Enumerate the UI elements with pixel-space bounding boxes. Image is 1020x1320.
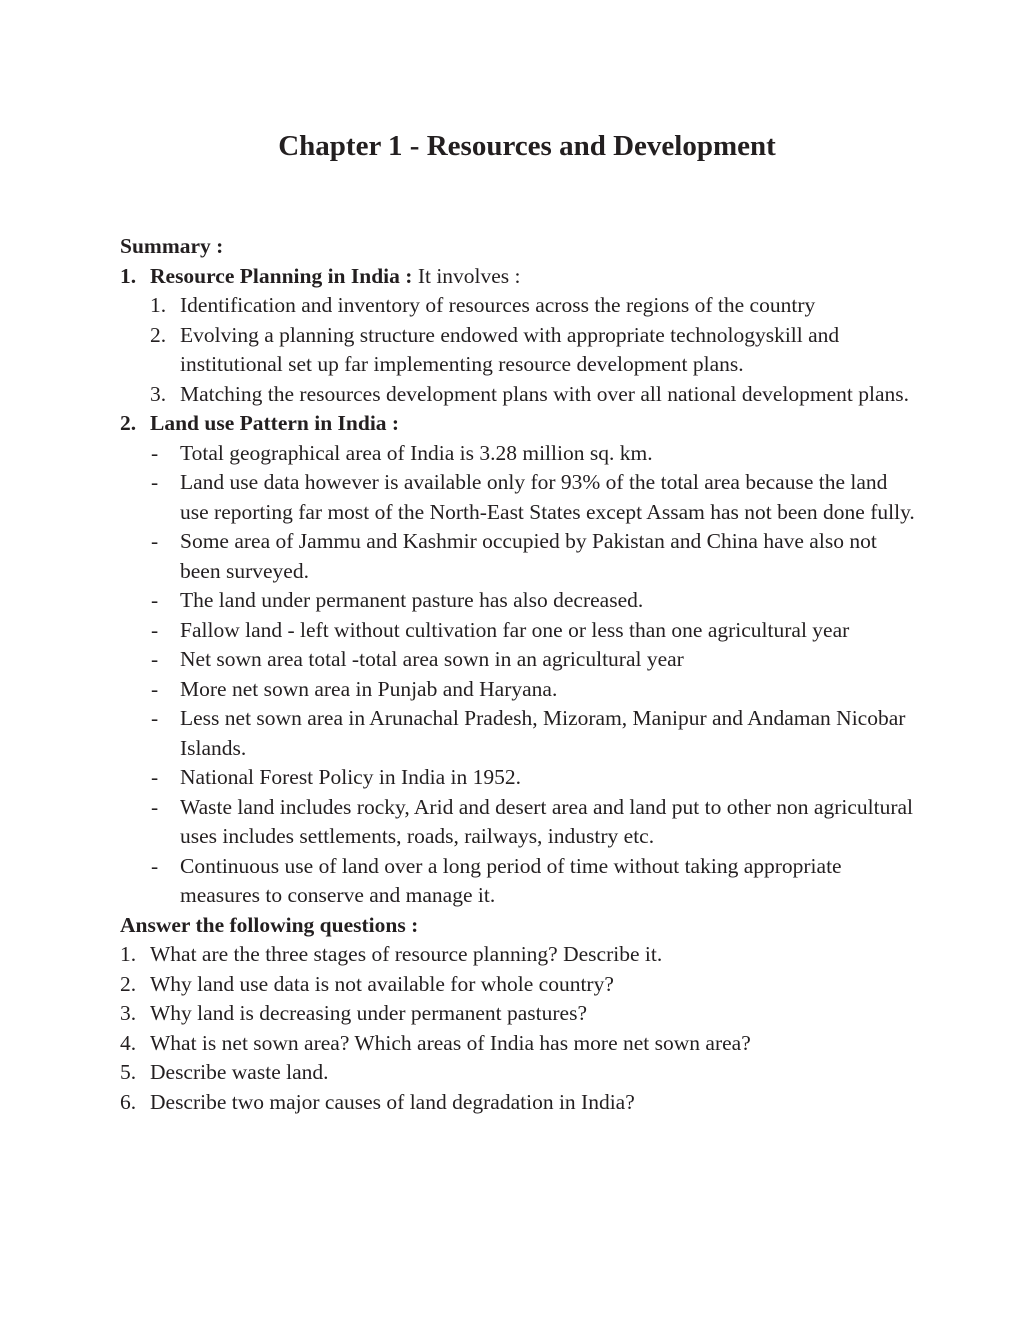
bullet-item	[120, 468, 920, 527]
list-item	[120, 321, 920, 380]
bullet-text: Some area of Jammu and Kashmir occupied by Pakistan and China have also not been surveyed.	[180, 529, 877, 583]
bullet-dash: -	[151, 706, 159, 730]
section-intro: It involves :	[412, 263, 521, 288]
section-land-use-pattern	[120, 409, 920, 439]
question-text: Describe waste land.	[150, 1060, 329, 1084]
question-item	[120, 1029, 920, 1059]
section-heading: Resource Planning in India :	[150, 263, 413, 288]
bullet-text: Total geographical area of India is 3.28 million sq. km.	[180, 440, 653, 465]
bullet-dash: -	[151, 617, 159, 642]
bullet-item	[120, 439, 920, 469]
bullet-text: National Forest Policy in India in 1952.	[180, 765, 521, 789]
document-body	[120, 232, 920, 1117]
list-item-text: Evolving a planning structure endowed with appropriate technologyskill and institutional set up far implementing resource development plans.	[180, 322, 840, 376]
list-item-number: 2.	[150, 322, 167, 347]
section-title-line	[120, 262, 920, 292]
bullet-dash: -	[151, 440, 159, 465]
list-item-text: Matching the resources development plans with over all national development plans.	[180, 381, 910, 406]
question-text: Why land is decreasing under permanent pastures?	[150, 1001, 588, 1025]
list-item-number: 3.	[150, 381, 167, 406]
question-number: 2.	[120, 971, 137, 996]
bullet-dash: -	[151, 765, 159, 789]
section-number: 1.	[120, 263, 137, 288]
section-heading: Land use Pattern in India :	[150, 411, 400, 435]
bullet-dash: -	[151, 588, 159, 612]
bullet-dash: -	[151, 676, 159, 701]
bullet-text: Waste land includes rocky, Arid and desert area and land put to other non agricultural uses includes settlements, roads, railways, industry etc.	[180, 794, 914, 848]
bullet-item	[120, 852, 920, 911]
summary-heading: Summary :	[120, 234, 224, 258]
bullet-item	[120, 645, 920, 675]
question-number: 5.	[120, 1060, 137, 1084]
list-item-number: 1.	[150, 293, 167, 317]
section-resource-planning	[120, 262, 920, 292]
bullet-text: More net sown area in Punjab and Haryana.	[180, 676, 558, 701]
questions-heading: Answer the following questions :	[120, 912, 419, 937]
bullet-item	[120, 586, 920, 616]
question-text: Describe two major causes of land degradation in India?	[150, 1089, 635, 1114]
list-item-text: Identification and inventory of resources across the regions of the country	[180, 293, 816, 317]
bullet-dash: -	[151, 794, 159, 819]
section-number: 2.	[120, 411, 137, 435]
question-text: What are the three stages of resource planning? Describe it.	[150, 942, 663, 966]
question-text: What is net sown area? Which areas of India has more net sown area?	[150, 1030, 751, 1055]
bullet-dash: -	[151, 470, 159, 494]
question-number: 6.	[120, 1089, 137, 1114]
question-text: Why land use data is not available for whole country?	[150, 971, 614, 996]
page-title: Chapter 1 - Resources and Development	[278, 130, 776, 162]
bullet-text: Continuous use of land over a long period of time without taking appropriate measures to conserve and manage it.	[180, 853, 842, 907]
bullet-text: Less net sown area in Arunachal Pradesh, Mizoram, Manipur and Andaman Nicobar Islands.	[180, 706, 906, 760]
bullet-text: Net sown area total -total area sown in an agricultural year	[180, 647, 684, 671]
question-number: 4.	[120, 1030, 137, 1055]
bullet-dash: -	[151, 529, 159, 553]
bullet-item	[120, 616, 920, 646]
bullet-item	[120, 527, 920, 586]
list-item	[120, 380, 920, 410]
question-number: 1.	[120, 942, 137, 966]
bullet-item	[120, 704, 920, 763]
bullet-text: The land under permanent pasture has also decreased.	[180, 588, 644, 612]
bullet-item	[120, 675, 920, 705]
bullet-text: Land use data however is available only for 93% of the total area because the land use reporting far most of the North-East States except Assam has not been done fully.	[180, 470, 915, 524]
question-item	[120, 970, 920, 1000]
bullet-dash: -	[151, 853, 159, 878]
bullet-item	[120, 793, 920, 852]
bullet-item	[120, 763, 920, 793]
question-number: 3.	[120, 1001, 137, 1025]
bullet-text: Fallow land - left without cultivation far one or less than one agricultural year	[180, 617, 850, 642]
list-item	[120, 291, 920, 321]
question-item	[120, 940, 920, 970]
question-item	[120, 1088, 920, 1118]
question-item	[120, 999, 920, 1029]
bullet-dash: -	[151, 647, 159, 671]
question-item	[120, 1058, 920, 1088]
